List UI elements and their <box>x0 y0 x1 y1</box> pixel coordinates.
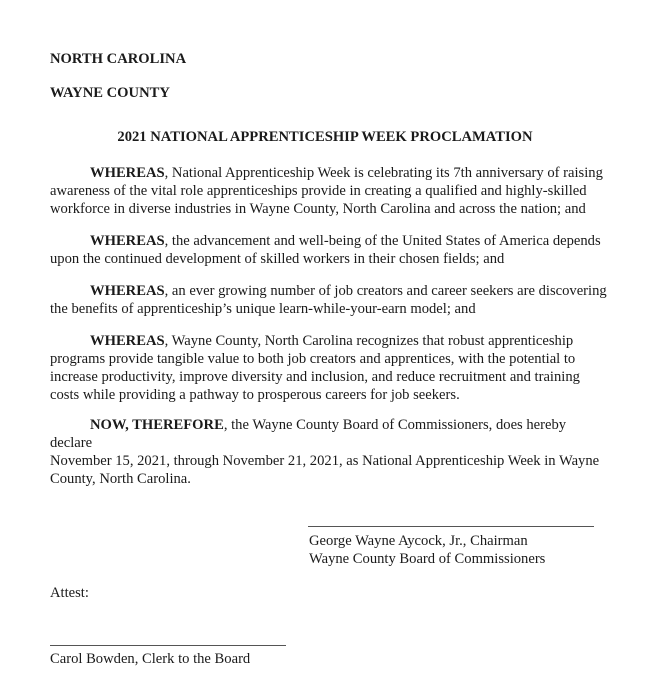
paragraph-lead: WHEREAS <box>90 165 165 181</box>
paragraph-line: November 15, 2021, through November 21, 2021, as National Apprenticeship Week in Wayne <box>50 453 600 469</box>
paragraph-line: County, North Carolina. <box>50 471 191 487</box>
whereas-paragraph-2 <box>50 232 610 268</box>
paragraph-line: , an ever growing number of job creators and career seekers are discovering <box>164 283 607 299</box>
whereas-paragraph-4 <box>50 332 610 404</box>
paragraph-line: programs provide tangible value to both job creators and apprentices, with the potential to <box>50 351 576 367</box>
paragraph-line: the benefits of apprenticeship’s unique learn-while-your-earn model; and <box>50 301 476 317</box>
chairman-name: George Wayne Aycock, Jr., Chairman <box>309 533 528 549</box>
now-therefore-paragraph <box>50 416 610 488</box>
chairman-signature-line <box>308 526 594 527</box>
paragraph-line: awareness of the vital role apprenticeships provide in creating a qualified and highly-skilled <box>50 183 587 199</box>
whereas-paragraph-1 <box>50 164 610 218</box>
board-name: Wayne County Board of Commissioners <box>309 551 546 567</box>
whereas-paragraph-3 <box>50 282 610 318</box>
clerk-name: Carol Bowden, Clerk to the Board <box>50 651 251 667</box>
paragraph-line: , the advancement and well-being of the United States of America depends <box>164 233 601 249</box>
paragraph-lead: NOW, THEREFORE <box>90 417 224 433</box>
county-heading: WAYNE COUNTY <box>50 85 170 101</box>
clerk-signature-line <box>50 645 286 646</box>
paragraph-lead: WHEREAS <box>90 283 165 299</box>
paragraph-lead: WHEREAS <box>90 233 165 249</box>
paragraph-line: upon the continued development of skilled workers in their chosen fields; and <box>50 251 505 267</box>
paragraph-line: workforce in diverse industries in Wayne County, North Carolina and across the nation; and <box>50 201 586 217</box>
paragraph-lead: WHEREAS <box>90 333 165 349</box>
state-heading: NORTH CAROLINA <box>50 51 187 67</box>
paragraph-line: , the Wayne County Board of Commissioners, does hereby declare <box>50 417 567 451</box>
proclamation-title: 2021 NATIONAL APPRENTICESHIP WEEK PROCLAMATION <box>117 129 533 145</box>
paragraph-line: , Wayne County, North Carolina recognizes that robust apprenticeship <box>164 333 574 349</box>
paragraph-line: , National Apprenticeship Week is celebrating its 7th anniversary of raising <box>164 165 603 181</box>
paragraph-line: costs while providing a pathway to prosperous careers for job seekers. <box>50 387 460 403</box>
attest-label: Attest: <box>50 585 89 601</box>
paragraph-line: increase productivity, improve diversity and inclusion, and reduce recruitment and training <box>50 369 580 385</box>
